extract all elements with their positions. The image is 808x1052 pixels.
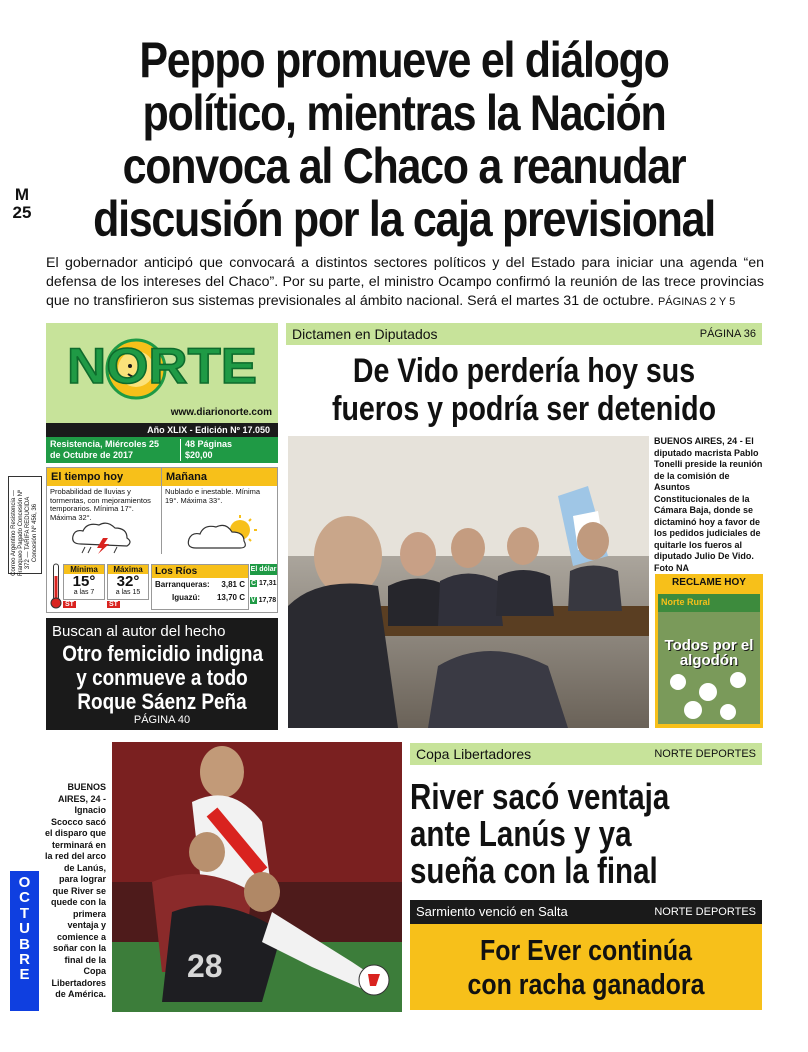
thermometer-icon <box>50 562 62 610</box>
femicidio-kicker: Buscan al autor del hecho <box>52 623 226 640</box>
norte-logo <box>64 337 260 401</box>
postage-box <box>8 476 42 577</box>
dollar-v-label: V <box>251 597 256 604</box>
weather-today-text: Probabilidad de lluvias y tormentas, con mejoramientos temporarios. Mínima 17°. Máxima 32°. <box>50 487 151 522</box>
dictamen-section: Dictamen en Diputados <box>292 326 438 342</box>
min-value: 15° <box>72 573 96 590</box>
headline-line: Peppo promueve el diálogo <box>139 32 669 88</box>
title-line: y conmueve a todo <box>76 665 248 690</box>
dollar-sell <box>250 592 277 609</box>
cloudy-sun-icon <box>186 514 260 554</box>
edition-bar: Año XLIX - Edición Nº 17.050 <box>46 423 278 437</box>
max-value: 32° <box>116 573 140 590</box>
weather-tomorrow-text: Nublado e inestable. Mínima 19°. Máxima 33°. <box>165 487 261 505</box>
reclame-ad[interactable] <box>655 574 763 728</box>
issue-code-letter: M <box>14 185 30 204</box>
month-letter: R <box>19 951 30 969</box>
logo-text: NORTE <box>67 338 257 394</box>
headline-line: convoca al Chaco a reanudar <box>122 138 686 194</box>
title-line: sueña con la final <box>410 850 658 891</box>
lead-text: El gobernador anticipó que convocará a distintos sectores políticos y del Estado para iniciar una agenda “en defensa de los intereses del Chaco”. Por su parte, el ministro Ocampo confirmó la reunión de las trece provincias que no transfirieron sus sistemas previsionales al ámbito nacional. Será el martes 31 de octubre. <box>46 255 764 309</box>
river-row <box>152 578 248 592</box>
month-letter: T <box>19 904 30 922</box>
title-line: De Vido perdería hoy sus <box>352 352 696 390</box>
month-letter: C <box>19 889 30 907</box>
main-headline[interactable] <box>0 34 808 246</box>
devido-headline[interactable] <box>288 352 760 428</box>
min-time: a las 7 <box>73 589 95 596</box>
weather-today <box>47 468 162 554</box>
dollar-c-value: 17,31 <box>259 580 277 587</box>
lead-paragraph <box>46 254 764 312</box>
price-info <box>180 439 270 461</box>
weather-box <box>46 467 278 613</box>
issue-code <box>8 186 36 222</box>
dollar-v-value: 17,78 <box>258 597 277 604</box>
weather-today-label: El tiempo hoy <box>47 468 161 486</box>
pages-count: 48 Páginas <box>185 439 233 449</box>
river-name: Barranqueras: <box>155 580 210 589</box>
issue-date <box>50 439 160 461</box>
magazine-tagline: Todos por el algodón <box>664 637 754 669</box>
soccer-photo-image <box>112 742 402 1012</box>
dollar-box <box>250 564 277 610</box>
min-label: Mínima <box>64 565 104 574</box>
soccer-caption: BUENOS AIRES, 24 - Ignacio Scocco sacó el disparo que terminará en la red del arco de Lanús, para lograr que River se quede con la primera ventaja y comience a soñar con la final de la Copa Libertadores de América. <box>44 782 106 999</box>
river-name: Iguazú: <box>172 593 200 602</box>
femicidio-article[interactable] <box>46 618 278 730</box>
title-line: Roque Sáenz Peña <box>77 689 247 714</box>
title-line: con racha ganadora <box>467 969 705 1001</box>
copa-section: Copa Libertadores <box>416 746 532 762</box>
max-temp <box>107 564 149 600</box>
copa-section-bar <box>410 743 762 765</box>
date-line: Resistencia, Miércoles 25 <box>50 439 160 449</box>
reclame-header: RECLAME HOY <box>672 577 746 588</box>
femicidio-title <box>46 642 278 714</box>
sarmiento-section: Sarmiento venció en Salta <box>416 904 568 919</box>
title-line: fueros y podría ser detenido <box>331 390 717 428</box>
min-st: ST <box>65 601 74 608</box>
title-line: For Ever continúa <box>479 935 693 967</box>
max-label: Máxima <box>108 565 148 574</box>
month-letter: B <box>19 935 30 953</box>
congress-caption: BUENOS AIRES, 24 - El diputado macrista Pablo Tonelli preside la reunión de la comisión de Asuntos Constitucionales de la Cámara Baja, donde se dictaminó hoy a favor de los pedidos judiciales de quitarle los fueros al diputado Julio De Vido. Foto NA <box>654 436 763 573</box>
month-letter: U <box>19 920 30 938</box>
river-row <box>152 592 248 604</box>
month-vertical-label <box>10 871 39 1011</box>
date-bar <box>46 437 278 463</box>
month-letter: E <box>19 966 30 984</box>
max-time: a las 15 <box>115 589 141 596</box>
copa-tag: NORTE DEPORTES <box>654 748 756 760</box>
title-line: Otro femicidio indigna <box>62 641 264 666</box>
price: $20,00 <box>185 450 213 460</box>
weather-tomorrow <box>162 468 277 554</box>
dollar-label: El dólar <box>250 566 277 573</box>
soccer-photo <box>112 742 402 1012</box>
headline-line: político, mientras la Nación <box>142 85 666 141</box>
postage-text: Correo Argentino Resistencia — Franqueo Pagado Concesión Nº 372 — TARIFA REDUCIDA Concesión Nº 456, 36 <box>11 489 38 577</box>
dollar-c-label: C <box>251 580 257 587</box>
site-url[interactable]: www.diarionorte.com <box>170 407 272 418</box>
headline-line: discusión por la caja previsional <box>93 191 715 247</box>
magazine-title: Norte Rural <box>661 597 711 607</box>
river-value: 3,81 C <box>221 580 245 589</box>
min-temp <box>63 564 105 600</box>
weather-tomorrow-label: Mañana <box>162 468 277 486</box>
issue-code-number: 25 <box>12 203 32 222</box>
sarmiento-section-bar <box>410 900 762 924</box>
dictamen-section-bar <box>286 323 762 345</box>
congress-photo-image <box>288 436 649 728</box>
masthead <box>46 323 278 423</box>
dictamen-page: PÁGINA 36 <box>699 328 756 340</box>
storm-icon <box>69 520 139 554</box>
river-headline[interactable] <box>410 778 762 889</box>
title-line: River sacó ventaja <box>410 776 670 817</box>
max-st: ST <box>109 601 118 608</box>
title-line: ante Lanús y ya <box>410 813 632 854</box>
date-line: de Octubre de 2017 <box>50 450 134 460</box>
dollar-buy <box>250 575 277 592</box>
congress-photo <box>288 436 649 728</box>
jersey-number: 28 <box>187 948 223 984</box>
magazine-cover <box>658 594 760 724</box>
lead-pages[interactable]: PÁGINAS 2 Y 5 <box>657 296 736 308</box>
river-value: 13,70 C <box>216 593 245 602</box>
femicidio-page: PÁGINA 40 <box>133 714 191 726</box>
month-letter: O <box>18 874 31 891</box>
rivers-label: Los Ríos <box>152 565 248 578</box>
forever-headline[interactable] <box>410 924 762 1010</box>
rivers-box <box>151 564 249 610</box>
sarmiento-tag: NORTE DEPORTES <box>654 906 756 918</box>
